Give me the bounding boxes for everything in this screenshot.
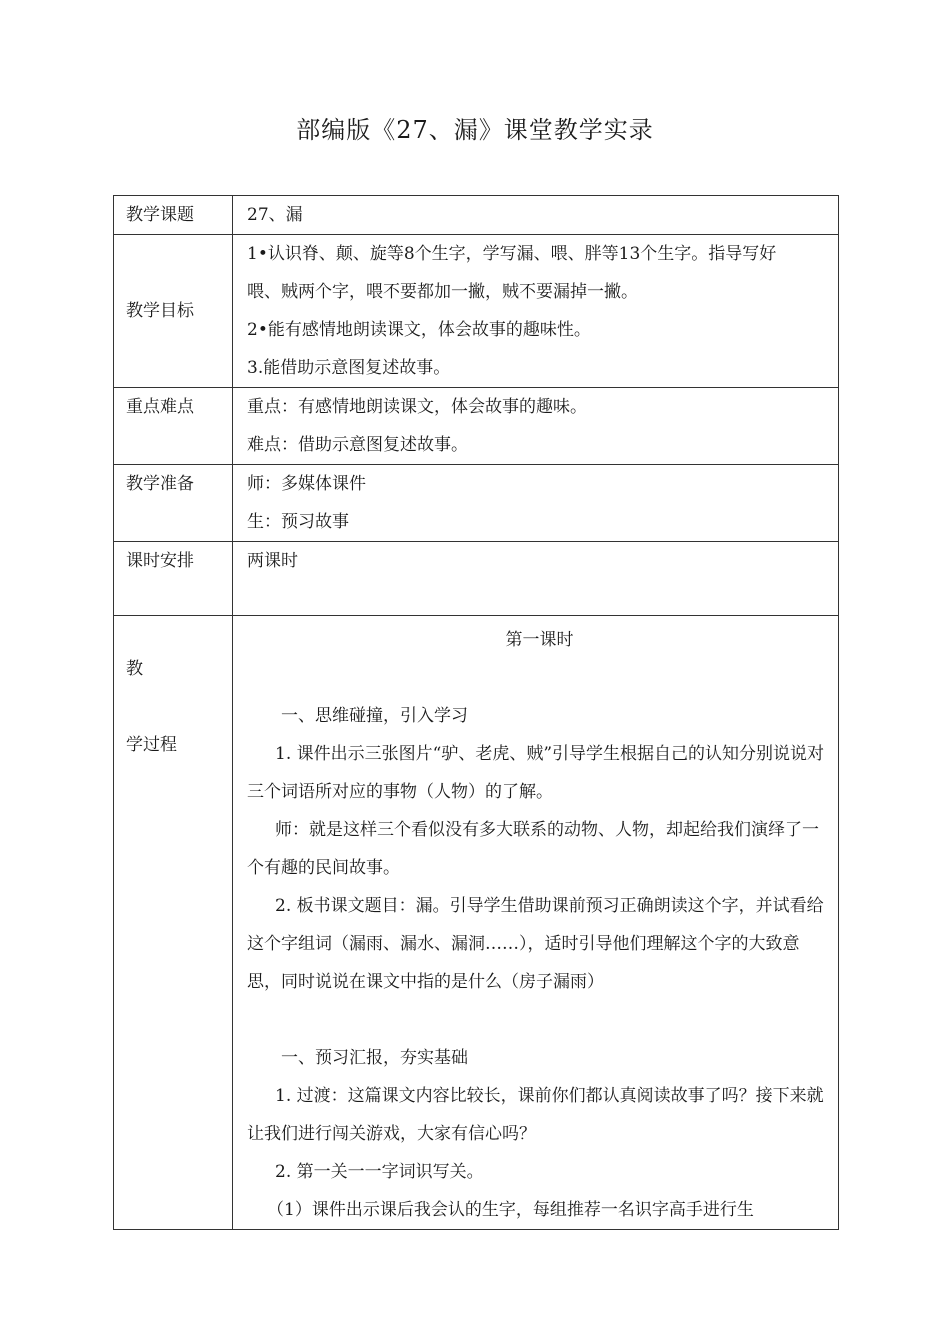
teacher-prep-line: 师：多媒体课件 (247, 474, 366, 494)
objective-line: 1•认识脊、颠、旋等8个生字，学写漏、喂、胖等13个生字。指导写好 (247, 244, 777, 264)
label-text: 教学目标 (126, 301, 194, 321)
difficulty-line: 难点：借助示意图复述故事。 (247, 435, 468, 455)
table-row (114, 616, 839, 1230)
objective-line: 喂、贼两个字，喂不要都加一撇，贼不要漏掉一撇。 (247, 282, 638, 302)
table-row (114, 235, 839, 388)
row-label-objectives (114, 235, 233, 388)
process-paragraph: 1. 过渡：这篇课文内容比较长，课前你们都认真阅读故事了吗？接下来就让我们进行闯关游戏，大家有信心吗？ (247, 1086, 824, 1144)
label-text: 学过程 (126, 735, 177, 755)
row-label-preparation (114, 465, 233, 542)
objective-line: 2•能有感情地朗读课文，体会故事的趣味性。 (247, 320, 591, 340)
label-text: 教学课题 (126, 205, 194, 225)
label-text: 重点难点 (126, 397, 194, 417)
process-paragraph: 2. 第一关一一字词识写关。 (275, 1162, 484, 1182)
process-paragraph: 1. 课件出示三张图片“驴、老虎、贼”引导学生根据自己的认知分别说说对三个词语所对应的事物（人物）的了解。 (247, 744, 825, 802)
row-label-topic (114, 196, 233, 235)
label-text: 教 (126, 659, 143, 679)
label-text: 教学准备 (126, 474, 194, 494)
table-row (114, 196, 839, 235)
row-label-process (114, 616, 233, 1230)
section-heading: 一、预习汇报，夯实基础 (281, 1048, 468, 1068)
document-title: 部编版《27、漏》课堂教学实录 (296, 116, 654, 144)
row-label-key-points (114, 388, 233, 465)
student-prep-line: 生：预习故事 (247, 512, 349, 532)
process-paragraph: （1）课件出示课后我会认的生字，每组推荐一名识字高手进行生 (267, 1200, 754, 1220)
row-content-preparation (233, 465, 839, 542)
row-content-schedule (233, 542, 839, 616)
lesson-heading: 第一课时 (505, 630, 574, 650)
table-row (114, 388, 839, 465)
process-paragraph: 2. 板书课文题目：漏。引导学生借助课前预习正确朗读这个字，并试看给这个字组词（漏雨、漏水、漏洞……），适时引导他们理解这个字的大致意思，同时说说在课文中指的是什么（房子漏雨） (247, 896, 824, 992)
table-row (114, 542, 839, 616)
row-label-schedule (114, 542, 233, 616)
row-content-objectives (233, 235, 839, 388)
objective-line: 3.能借助示意图复述故事。 (247, 358, 451, 378)
row-content-topic (233, 196, 839, 235)
topic-value: 27、漏 (247, 205, 303, 225)
table-row (114, 465, 839, 542)
row-content-key-points (233, 388, 839, 465)
row-content-process (233, 616, 839, 1230)
lesson-plan-table (113, 195, 839, 1230)
section-heading: 一、思维碰撞，引入学习 (281, 706, 468, 726)
key-point-line: 重点：有感情地朗读课文，体会故事的趣味。 (247, 397, 587, 417)
label-text: 课时安排 (126, 551, 194, 571)
process-paragraph: 师：就是这样三个看似没有多大联系的动物、人物，却起给我们演绎了一个有趣的民间故事。 (247, 820, 819, 878)
schedule-value: 两课时 (247, 551, 298, 571)
